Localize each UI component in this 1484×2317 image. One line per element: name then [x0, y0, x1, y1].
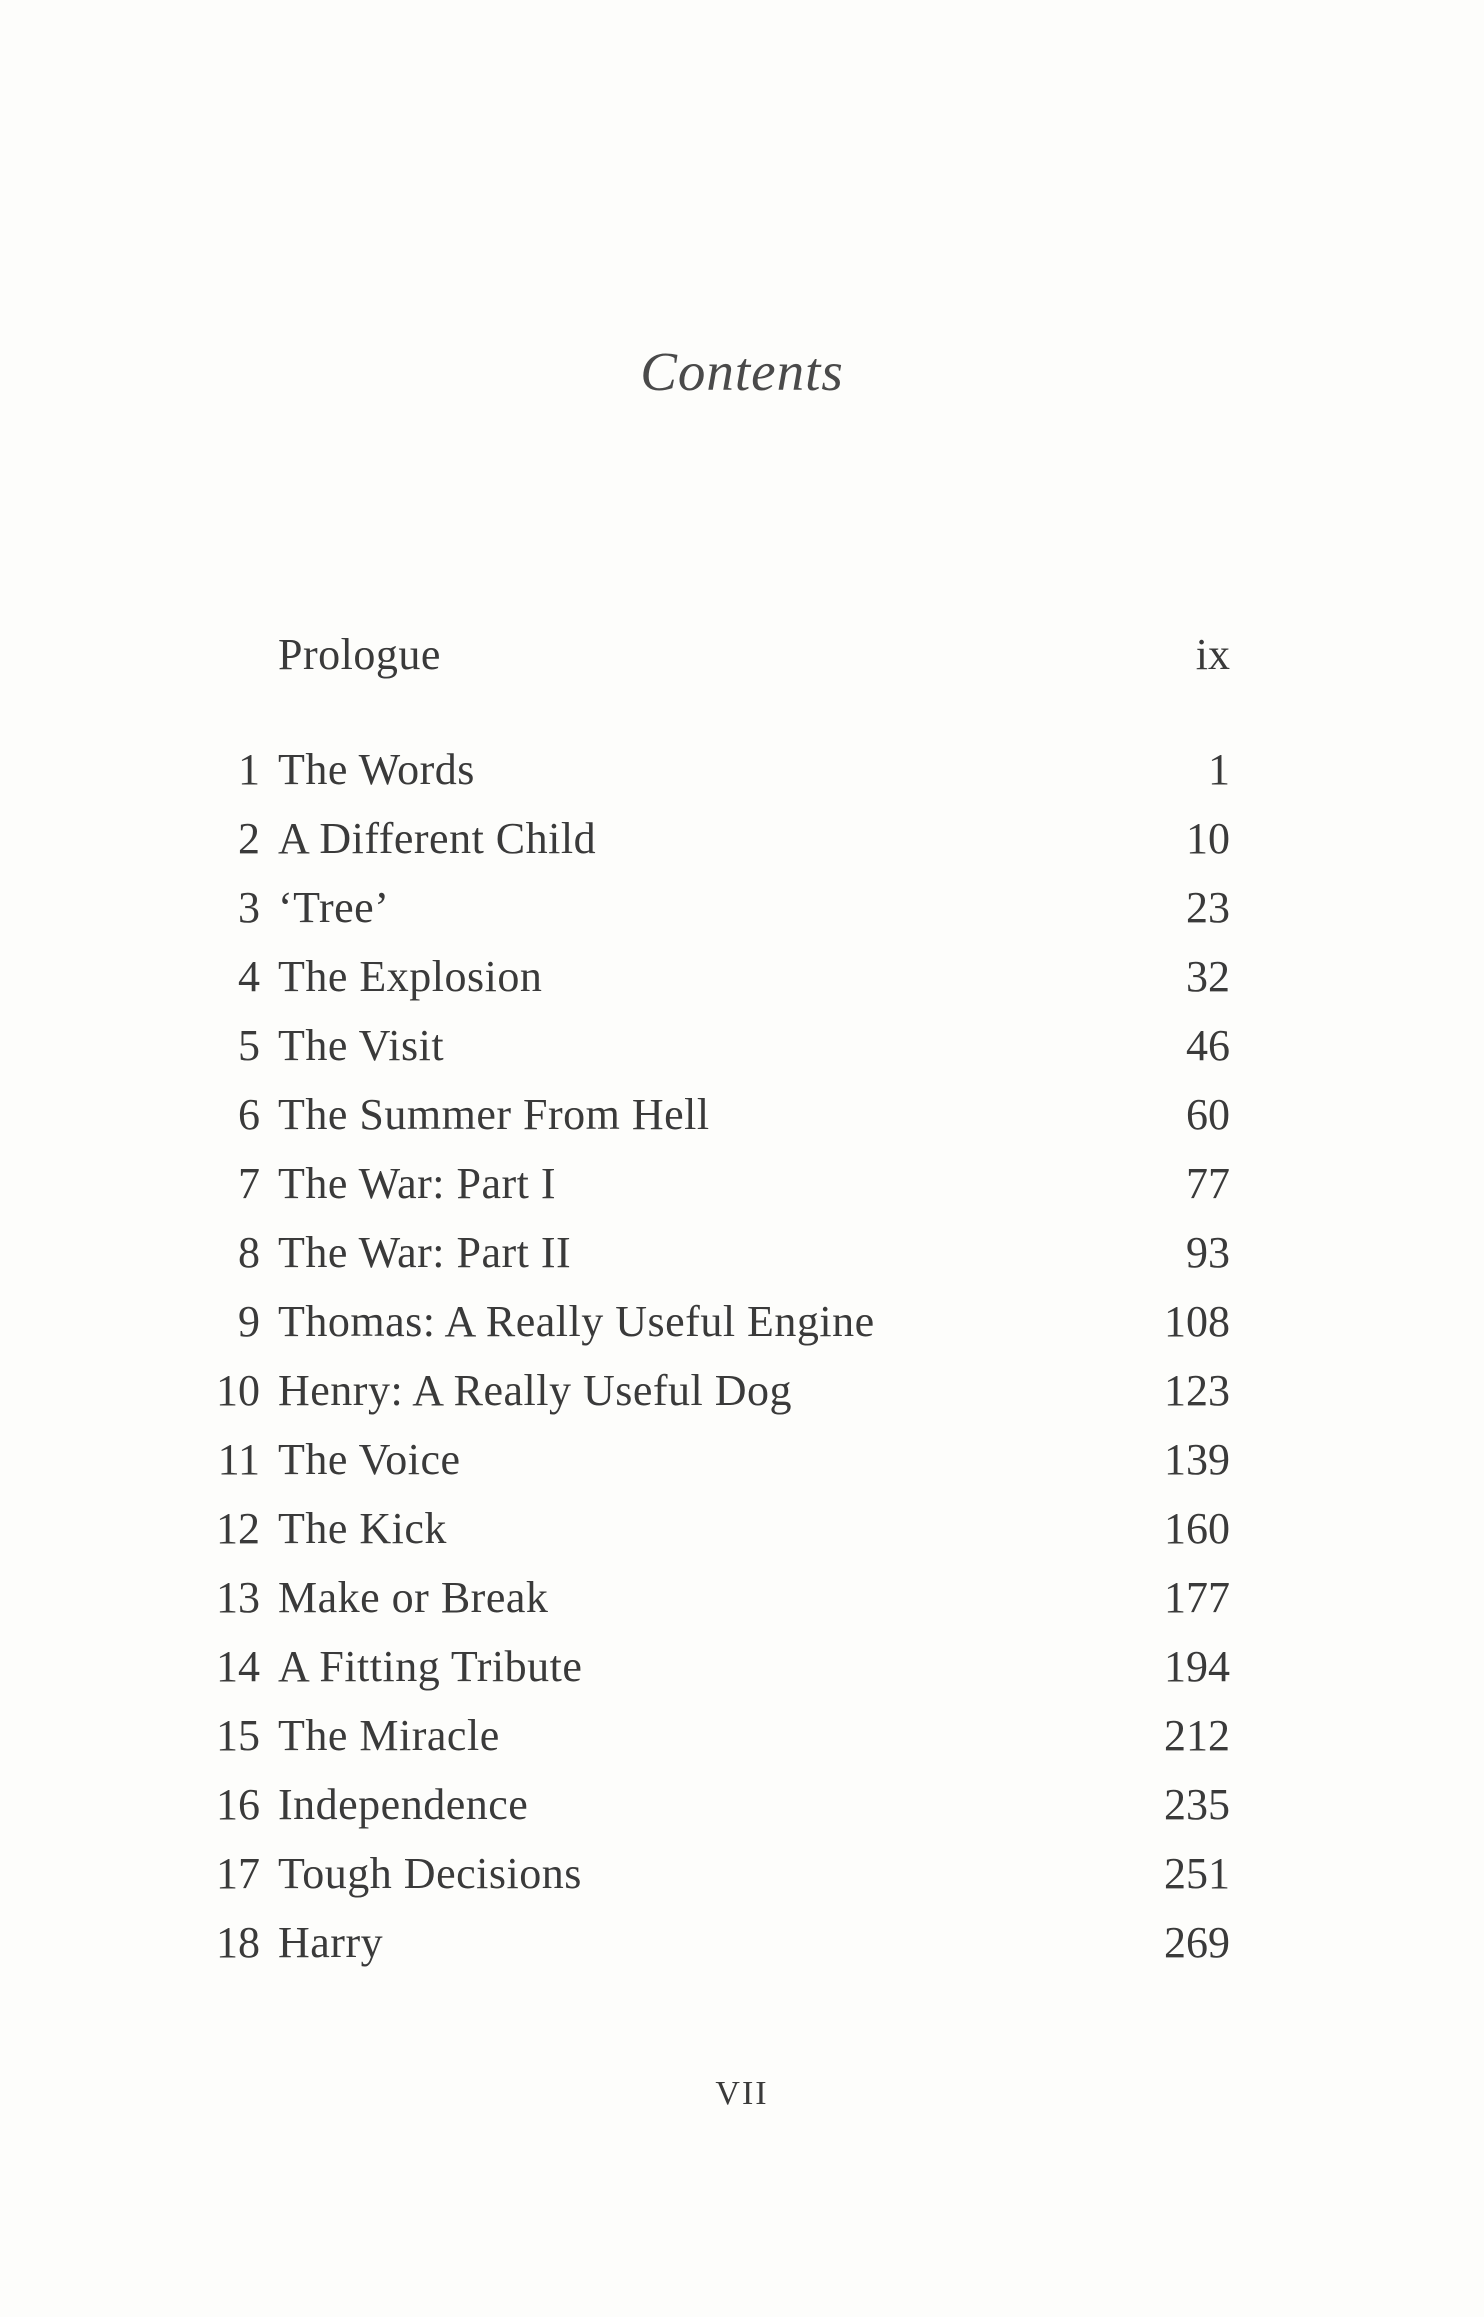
toc-chapter-title: A Fitting Tribute	[278, 1642, 583, 1691]
toc-chapter-title: Harry	[278, 1918, 384, 1967]
toc-chapter-title: The Visit	[278, 1021, 445, 1070]
toc-row	[200, 1844, 1230, 1904]
toc-chapter-number: 17	[216, 1849, 260, 1898]
toc-chapter-page: 10	[1186, 814, 1230, 863]
toc-chapter-page: 139	[1164, 1435, 1230, 1484]
toc-prologue-title: Prologue	[278, 630, 441, 679]
toc-row	[200, 878, 1230, 938]
toc-chapter-number: 8	[238, 1228, 260, 1277]
toc-chapter-page: 60	[1186, 1090, 1230, 1139]
toc-chapter-page: 77	[1186, 1159, 1230, 1208]
toc-row	[200, 1361, 1230, 1421]
toc-row	[200, 1154, 1230, 1214]
toc-chapter-page: 269	[1164, 1918, 1230, 1967]
page-folio: VII	[715, 2075, 769, 2112]
toc-chapter-number: 13	[216, 1573, 260, 1622]
toc-row	[200, 1292, 1230, 1352]
toc-chapter-number: 4	[238, 952, 260, 1001]
toc-chapter-number: 10	[216, 1366, 260, 1415]
toc-row	[200, 1223, 1230, 1283]
toc-chapter-number: 18	[216, 1918, 260, 1967]
toc-chapter-title: Henry: A Really Useful Dog	[278, 1366, 793, 1415]
toc-chapter-number: 11	[217, 1435, 260, 1484]
toc-chapter-page: 251	[1164, 1849, 1230, 1898]
toc-row	[200, 1085, 1230, 1145]
toc-chapter-number: 2	[238, 814, 260, 863]
toc-chapter-title: The Summer From Hell	[278, 1090, 710, 1139]
toc-row	[200, 740, 1230, 800]
toc-prologue-row	[200, 625, 1230, 685]
toc-chapter-title: A Different Child	[278, 814, 597, 863]
toc-chapter-page: 46	[1186, 1021, 1230, 1070]
toc-chapter-title: The War: Part I	[278, 1159, 557, 1208]
toc-chapter-title: ‘Tree’	[278, 883, 390, 932]
toc-chapter-page: 123	[1164, 1366, 1230, 1415]
toc-row	[200, 1499, 1230, 1559]
toc-chapter-page: 160	[1164, 1504, 1230, 1553]
page-title: Contents	[640, 341, 844, 402]
toc-chapter-page: 23	[1186, 883, 1230, 932]
toc-chapter-number: 1	[238, 745, 260, 794]
toc-chapter-number: 5	[238, 1021, 260, 1070]
toc-row	[200, 1706, 1230, 1766]
toc-chapter-page: 108	[1164, 1297, 1230, 1346]
toc-chapter-title: The Voice	[278, 1435, 461, 1484]
toc-chapter-title: The Words	[278, 745, 475, 794]
toc-chapter-title: The War: Part II	[278, 1228, 572, 1277]
toc-chapter-page: 32	[1186, 952, 1230, 1001]
toc-row	[200, 1775, 1230, 1835]
toc-chapter-page: 194	[1164, 1642, 1230, 1691]
toc-row	[200, 1430, 1230, 1490]
toc-chapter-title: Make or Break	[278, 1573, 549, 1622]
toc-row	[200, 1637, 1230, 1697]
toc-chapter-number: 7	[238, 1159, 260, 1208]
toc-chapter-title: The Miracle	[278, 1711, 500, 1760]
toc-row	[200, 1913, 1230, 1973]
toc-chapter-number: 3	[238, 883, 260, 932]
toc-chapter-page: 177	[1164, 1573, 1230, 1622]
toc-chapter-title: Tough Decisions	[278, 1849, 582, 1898]
toc-chapter-page: 212	[1164, 1711, 1230, 1760]
toc-chapter-title: Thomas: A Really Useful Engine	[278, 1297, 875, 1346]
toc-chapter-title: The Kick	[278, 1504, 447, 1553]
toc-chapter-page: 1	[1208, 745, 1230, 794]
toc-chapter-page: 235	[1164, 1780, 1230, 1829]
toc-chapter-title: The Explosion	[278, 952, 543, 1001]
toc-row	[200, 809, 1230, 869]
toc-chapter-title: Independence	[278, 1780, 529, 1829]
toc-row	[200, 1016, 1230, 1076]
toc-chapter-number: 9	[238, 1297, 260, 1346]
toc-prologue-page: ix	[1195, 630, 1230, 679]
toc-chapter-page: 93	[1186, 1228, 1230, 1277]
toc-chapter-number: 12	[216, 1504, 260, 1553]
toc-chapter-number: 16	[216, 1780, 260, 1829]
toc-chapter-number: 14	[216, 1642, 260, 1691]
toc-chapter-number: 15	[216, 1711, 260, 1760]
toc-chapter-number: 6	[238, 1090, 260, 1139]
toc-row	[200, 1568, 1230, 1628]
toc-row	[200, 947, 1230, 1007]
